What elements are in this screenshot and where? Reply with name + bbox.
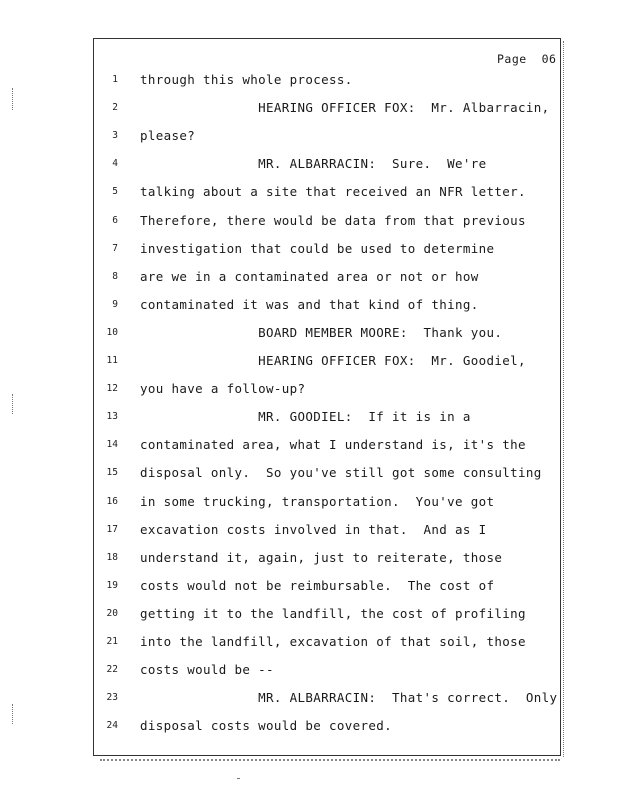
line-number: 15 <box>106 467 118 479</box>
line-number: 4 <box>112 158 118 170</box>
page-number-value: 06 <box>541 52 557 66</box>
line-text: BOARD MEMBER MOORE: Thank you. <box>140 324 503 340</box>
line-number: 8 <box>112 270 118 282</box>
line-text: getting it to the landfill, the cost of profiling <box>140 605 526 621</box>
scan-artifact <box>237 778 240 779</box>
line-text: are we in a contaminated area or not or how <box>140 268 479 284</box>
line-text: disposal costs would be covered. <box>140 718 393 734</box>
line-number: 2 <box>112 102 118 114</box>
line-number: 5 <box>112 186 118 198</box>
line-text: contaminated it was and that kind of thing. <box>140 296 479 312</box>
line-number: 9 <box>112 298 118 310</box>
line-number: 13 <box>106 411 118 423</box>
transcript-line <box>0 494 618 514</box>
line-text: please? <box>140 128 196 144</box>
line-text: costs would be -- <box>140 662 274 678</box>
line-text: MR. ALBARRACIN: That's correct. Only <box>140 690 558 706</box>
line-text: you have a follow-up? <box>140 381 306 397</box>
transcript-line <box>0 72 618 92</box>
line-text: HEARING OFFICER FOX: Mr. Goodiel, <box>140 353 526 368</box>
transcript-line <box>0 718 618 738</box>
transcript-line <box>0 184 618 204</box>
transcript-line <box>0 634 618 654</box>
line-text: through this whole process. <box>140 72 353 87</box>
transcript-line <box>0 437 618 457</box>
line-text: MR. ALBARRACIN: Sure. We're <box>140 156 487 172</box>
transcript-line <box>0 156 618 176</box>
transcript-line <box>0 409 618 429</box>
line-text: in some trucking, transportation. You've got <box>140 493 495 509</box>
line-text: contaminated area, what I understand is, it's the <box>140 437 526 453</box>
line-number: 21 <box>106 636 118 647</box>
line-number: 10 <box>106 326 118 338</box>
transcript-line <box>0 325 618 345</box>
line-text: disposal only. So you've still got some consulting <box>140 465 542 481</box>
line-text: excavation costs involved in that. And as I <box>140 521 487 537</box>
line-number: 11 <box>106 355 118 366</box>
transcript-line <box>0 690 618 710</box>
transcript-line <box>0 550 618 570</box>
line-text: HEARING OFFICER FOX: Mr. Albarracin, <box>140 100 550 116</box>
line-number: 17 <box>106 523 118 535</box>
transcript-line <box>0 213 618 233</box>
line-text: understand it, again, just to reiterate, those <box>140 549 503 565</box>
transcript-line <box>0 128 618 148</box>
line-number: 3 <box>112 130 118 142</box>
transcript-line <box>0 353 618 373</box>
line-number: 20 <box>106 607 118 619</box>
line-number: 12 <box>106 383 118 395</box>
line-number: 24 <box>106 720 118 732</box>
line-number: 18 <box>106 551 118 563</box>
line-number: 23 <box>106 692 118 704</box>
line-number: 7 <box>112 242 118 254</box>
line-text: Therefore, there would be data from that previous <box>140 212 526 228</box>
transcript-line <box>0 522 618 542</box>
transcript-line <box>0 578 618 598</box>
transcript-line <box>0 100 618 120</box>
transcript-line <box>0 606 618 626</box>
margin-mark <box>12 394 17 414</box>
line-text: MR. GOODIEL: If it is in a <box>140 409 471 425</box>
line-number: 1 <box>112 74 118 85</box>
line-number: 16 <box>106 495 118 507</box>
transcript-line <box>0 241 618 261</box>
line-text: into the landfill, excavation of that soil, those <box>140 634 526 649</box>
line-number: 6 <box>112 214 118 226</box>
transcript-line <box>0 465 618 485</box>
transcript-line <box>0 269 618 289</box>
line-text: costs would not be reimbursable. The cost of <box>140 577 495 593</box>
margin-mark <box>12 704 17 724</box>
line-number: 19 <box>106 579 118 591</box>
page-label: Page <box>497 52 527 66</box>
margin-mark <box>12 88 17 110</box>
transcript-line <box>0 381 618 401</box>
line-number: 14 <box>106 439 118 451</box>
transcript-line <box>0 297 618 317</box>
line-number: 22 <box>106 664 118 676</box>
line-text: talking about a site that received an NFR letter. <box>140 184 526 200</box>
transcript-line <box>0 662 618 682</box>
line-text: investigation that could be used to determine <box>140 240 495 256</box>
